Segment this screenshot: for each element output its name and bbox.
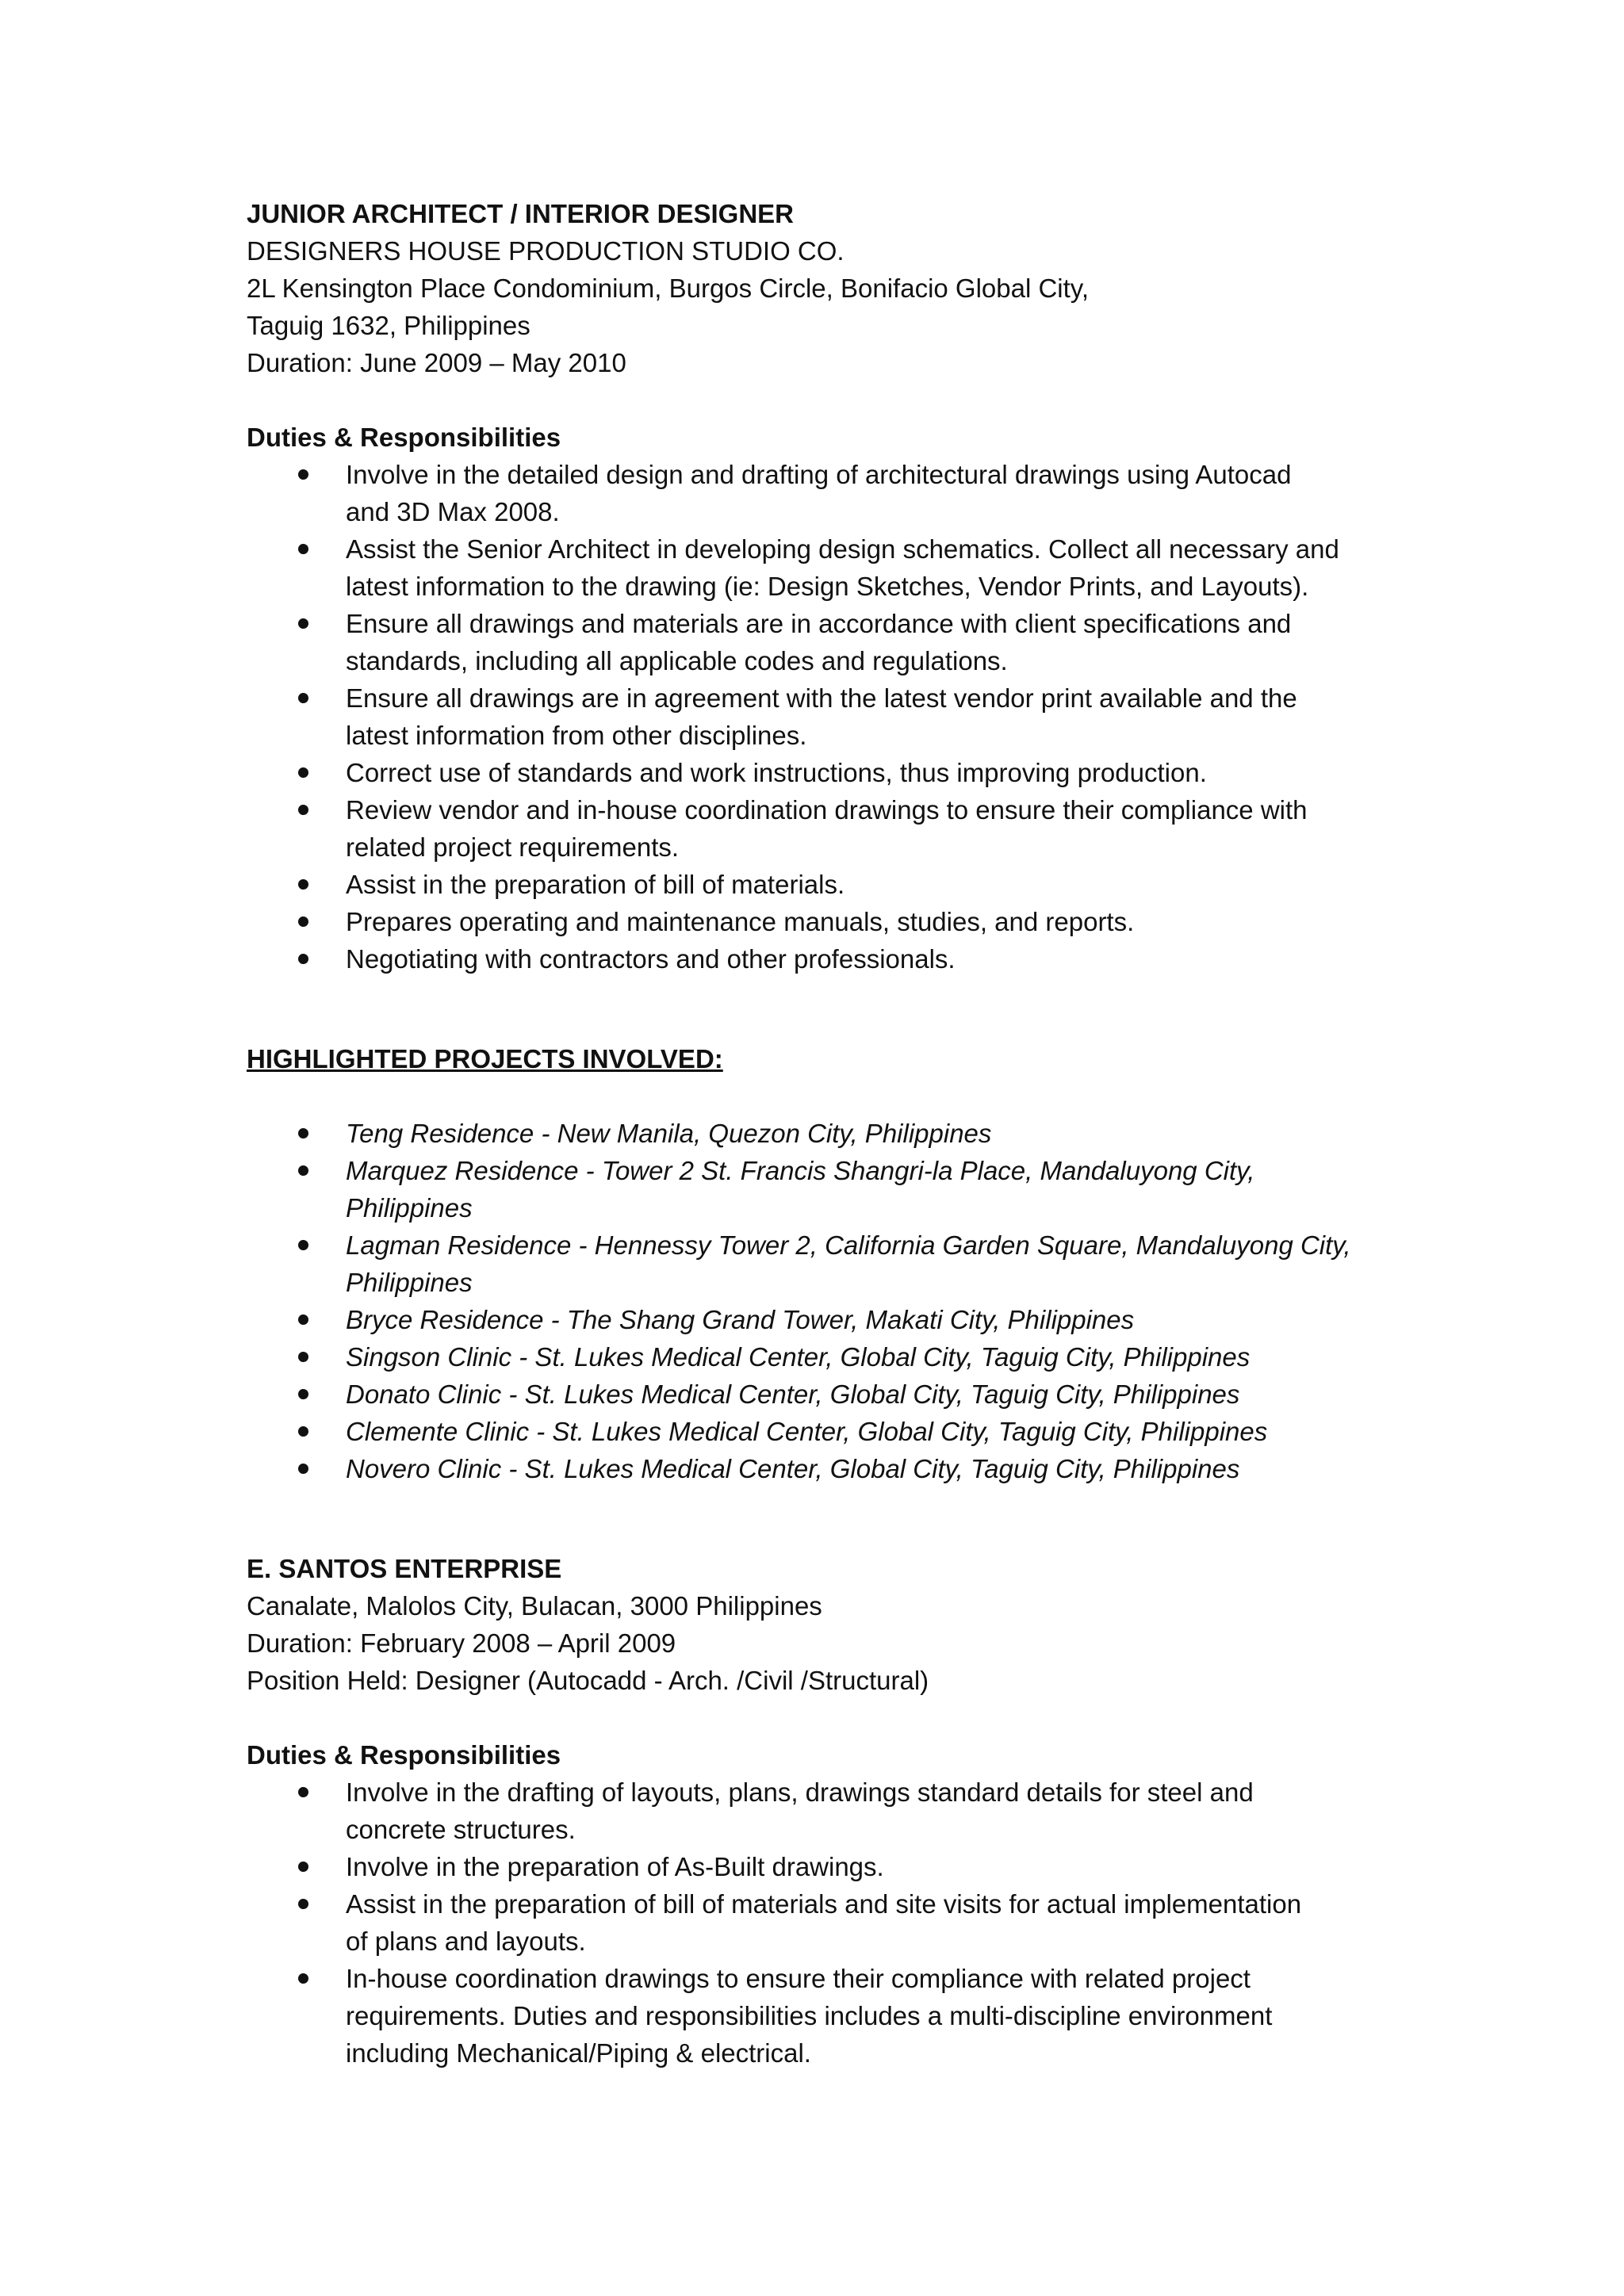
bullet-icon [298,1128,308,1138]
list-item [247,530,1420,605]
bullet-icon [298,1314,308,1325]
list-item [247,1115,1420,1152]
list-item [247,1450,1420,1487]
list-item-text: Assist in the preparation of bill of materials. [346,870,845,899]
job2-company: E. SANTOS ENTERPRISE [247,1554,562,1583]
list-item-text: Lagman Residence - Hennessy Tower 2, California Garden Square, Mandaluyong City, Philippines [346,1230,1351,1297]
list-item-text: Assist in the preparation of bill of materials and site visits for actual implementation of plans and layouts. [346,1889,1302,1956]
bullet-icon [298,1389,308,1399]
job2-duties-heading: Duties & Responsibilities [247,1740,561,1770]
list-item [247,1301,1420,1338]
list-item-text: Clemente Clinic - St. Lukes Medical Center, Global City, Taguig City, Philippines [346,1417,1268,1446]
list-item-text: Correct use of standards and work instructions, thus improving production. [346,758,1207,787]
spacer [247,1699,1420,1736]
bullet-icon [298,954,308,964]
list-item-text: Involve in the drafting of layouts, plans, drawings standard details for steel and concrete structures. [346,1777,1254,1844]
list-item-text: Teng Residence - New Manila, Quezon City, Philippines [346,1119,992,1148]
list-item [247,1376,1420,1413]
job1-company: DESIGNERS HOUSE PRODUCTION STUDIO CO. [247,236,845,266]
list-item [247,679,1420,754]
bullet-icon [298,1464,308,1474]
bullet-icon [298,767,308,778]
bullet-icon [298,693,308,703]
list-item-text: Singson Clinic - St. Lukes Medical Center, Global City, Taguig City, Philippines [346,1342,1251,1372]
bullet-icon [298,1973,308,1984]
list-item-text: Assist the Senior Architect in developing design schematics. Collect all necessary and latest information to the drawing (ie: Design Sketches, Vendor Prints, and Layouts). [346,534,1339,601]
bullet-icon [298,618,308,629]
list-item-text: Prepares operating and maintenance manuals, studies, and reports. [346,907,1135,936]
list-item-text: Ensure all drawings are in agreement with the latest vendor print available and the latest information from other disciplines. [346,683,1297,750]
list-item [247,866,1420,903]
bullet-icon [298,1862,308,1872]
list-item [247,1152,1420,1226]
page-content [247,195,1420,2072]
list-item-text: Negotiating with contractors and other professionals. [346,944,956,974]
job1-title: JUNIOR ARCHITECT / INTERIOR DESIGNER [247,199,794,228]
spacer [247,381,1420,419]
list-item [247,1338,1420,1376]
bullet-icon [298,1352,308,1362]
list-item [247,1226,1420,1301]
list-item [247,1774,1420,1848]
list-item-text: Novero Clinic - St. Lukes Medical Center, Global City, Taguig City, Philippines [346,1454,1240,1483]
job1-duties-list [247,456,1420,978]
list-item-text: Marquez Residence - Tower 2 St. Francis Shangri-la Place, Mandaluyong City, Philippines [346,1156,1255,1223]
job2-duration: Duration: February 2008 – April 2009 [247,1628,676,1658]
bullet-icon [298,1426,308,1437]
job2-position: Position Held: Designer (Autocadd - Arch. /Civil /Structural) [247,1666,929,1695]
spacer [247,1077,1420,1115]
list-item [247,791,1420,866]
spacer [247,1487,1420,1550]
job2-duties-list [247,1774,1420,2072]
bullet-icon [298,916,308,927]
bullet-icon [298,1240,308,1250]
job2-address: Canalate, Malolos City, Bulacan, 3000 Philippines [247,1591,822,1621]
job1-address-line1: 2L Kensington Place Condominium, Burgos Circle, Bonifacio Global City, [247,274,1090,303]
bullet-icon [298,1899,308,1909]
list-item-text: Review vendor and in-house coordination drawings to ensure their compliance with related project requirements. [346,795,1308,862]
bullet-icon [298,544,308,554]
job1-duties-heading: Duties & Responsibilities [247,423,561,452]
projects-heading: HIGHLIGHTED PROJECTS INVOLVED: [247,1044,723,1073]
list-item [247,1413,1420,1450]
list-item [247,456,1420,530]
list-item [247,940,1420,978]
list-item-text: Donato Clinic - St. Lukes Medical Center, Global City, Taguig City, Philippines [346,1380,1240,1409]
list-item-text: In-house coordination drawings to ensure their compliance with related project requirements. Duties and responsibilities includes a multi-discipline environment including Mechanical/Piping & electrical. [346,1964,1273,2068]
bullet-icon [298,879,308,890]
job1-duration: Duration: June 2009 – May 2010 [247,348,626,377]
job1-address-line2: Taguig 1632, Philippines [247,311,530,340]
list-item [247,1960,1420,2072]
list-item [247,1848,1420,1885]
list-item [247,754,1420,791]
list-item-text: Involve in the preparation of As-Built drawings. [346,1852,884,1881]
projects-list [247,1115,1420,1487]
list-item [247,903,1420,940]
list-item-text: Ensure all drawings and materials are in accordance with client specifications and standards, including all applicable codes and regulations. [346,609,1292,675]
list-item [247,605,1420,679]
list-item-text: Bryce Residence - The Shang Grand Tower, Makati City, Philippines [346,1305,1135,1334]
list-item-text: Involve in the detailed design and drafting of architectural drawings using Autocad and 3D Max 2008. [346,460,1292,526]
spacer [247,978,1420,1040]
bullet-icon [298,1165,308,1176]
bullet-icon [298,805,308,815]
bullet-icon [298,1787,308,1797]
list-item [247,1885,1420,1960]
bullet-icon [298,469,308,480]
